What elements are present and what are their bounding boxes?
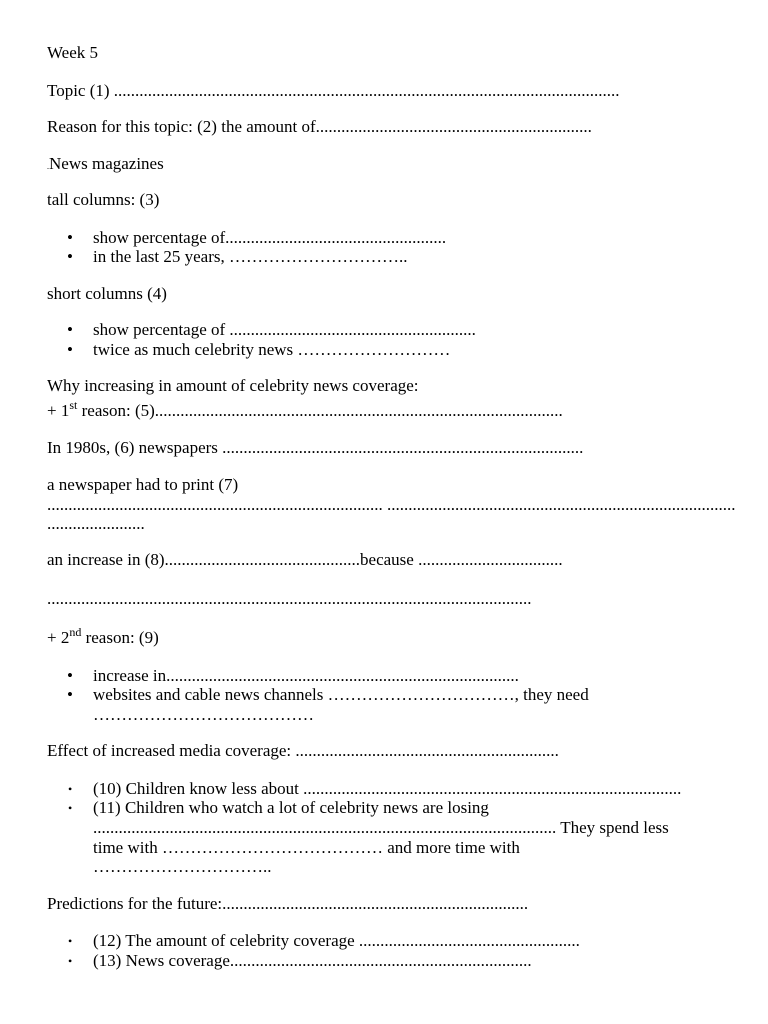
reason-2-item-2: websites and cable news channels ……………………………, they need [93,685,589,704]
reason-2-prefix: + 2 [47,628,70,647]
bullet-icon: • [68,934,73,948]
topic-line: Topic (1) ....................................................................................................................... [47,81,620,100]
bullet-icon: • [67,666,73,685]
reason-2-item-2-cont: ………………………………… [93,705,314,724]
reason-2-line [47,625,159,648]
effect-item-10: (10) Children know less about ......................................................................................... [93,779,682,798]
week-heading: Week 5 [47,43,99,62]
reason-2-sup: nd [69,625,82,639]
effect-item-11-line-4: ………………………….. [93,857,272,876]
reason-1-line [47,398,563,421]
tall-columns-heading: tall columns: (3) [47,190,160,209]
effect-heading: Effect of increased media coverage: .............................................................. [47,741,559,760]
reason-2-text: reason: (9) [81,628,159,647]
reason-topic-line: Reason for this topic: (2) the amount of................................................................. [47,117,592,136]
bullet-icon: • [67,247,73,266]
in-1980s-line: In 1980s, (6) newspapers ..................................................................................... [47,438,584,457]
tall-item-1: show percentage of.................................................... [93,228,447,247]
reason-2-item-1: increase in................................................................................... [93,666,519,685]
effect-item-11: (11) Children who watch a lot of celebrity news are losing [93,798,489,817]
prediction-item-13: (13) News coverage....................................................................... [93,951,532,970]
bullet-icon: • [68,782,73,796]
increase-line: an increase in (8)..............................................because .................................. [47,550,563,569]
newspaper-print-line: a newspaper had to print (7) [47,475,239,494]
effect-item-11-line-3: time with ………………………………… and more time with [93,838,520,857]
bullet-icon: • [67,228,73,247]
print-dotted-line-2: ....................... [47,514,145,533]
prediction-item-12: (12) The amount of celebrity coverage .................................................... [93,931,580,950]
bullet-icon: • [68,801,73,815]
print-dotted-line-1: ............................................................................... .................................................................................. [47,495,736,514]
reason-1-text: reason: (5)................................................................................................ [77,401,563,420]
short-item-1: show percentage of .......................................................... [93,320,476,339]
news-magazines-label: News magazines [49,154,164,173]
bullet-icon: • [67,685,73,704]
answer-dotted-line: .................................................................................................................. [47,589,532,608]
news-mark: . [47,162,49,171]
reason-1-prefix: + 1 [47,401,70,420]
predictions-heading: Predictions for the future:........................................................................ [47,894,529,913]
bullet-icon: • [67,320,73,339]
short-columns-heading: short columns (4) [47,284,167,303]
reason-1-sup: st [69,398,78,412]
bullet-icon: • [68,954,73,968]
bullet-icon: • [67,340,73,359]
tall-item-2: in the last 25 years, ………………………….. [93,247,408,266]
short-item-2: twice as much celebrity news ……………………… [93,340,451,359]
news-magazines-heading [47,154,164,177]
effect-item-11-line-2: ............................................................................................................. They spend less [93,818,669,837]
why-increasing-heading: Why increasing in amount of celebrity news coverage: [47,376,419,395]
